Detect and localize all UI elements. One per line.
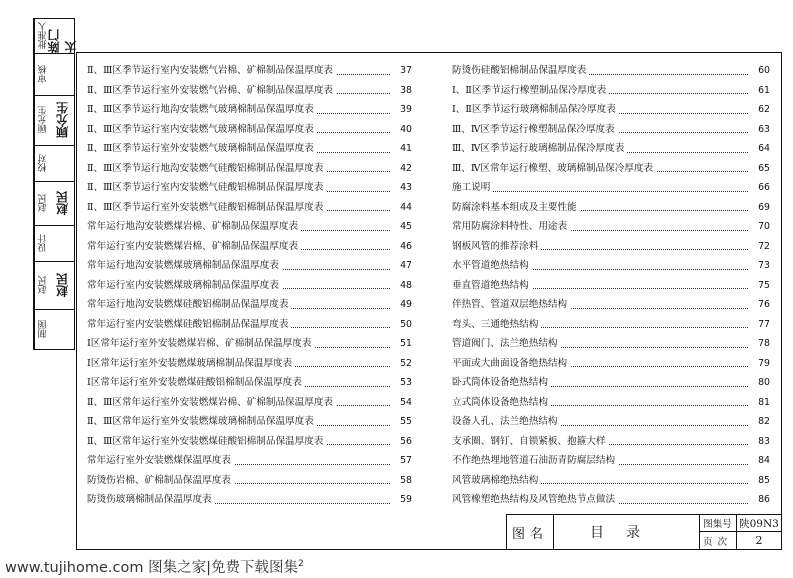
toc-entry-page: 81: [758, 396, 770, 408]
approval-signature: 赵民: [55, 273, 70, 297]
toc-entry-page: 77: [758, 318, 770, 330]
toc-entry: [452, 354, 770, 374]
toc-entry: [452, 471, 770, 491]
drawing-title: 目录: [553, 515, 700, 549]
toc-entry: [87, 354, 412, 374]
toc-entry-page: 72: [758, 240, 770, 252]
approval-row: [34, 181, 74, 226]
atlas-number: 陕09N3: [737, 515, 781, 532]
toc-entry-title: 管道阀门、法兰绝热结构: [452, 334, 561, 354]
toc-entry: [87, 178, 412, 198]
toc-entry-title: Ⅰ区常年运行室外安装燃煤玻璃棉制品保温厚度表: [87, 354, 295, 374]
toc-entry-title: Ⅱ、Ⅲ区常年运行室外安装燃煤硅酸铝棉制品保温厚度表: [87, 432, 326, 452]
toc-entry: [452, 178, 770, 198]
approval-signature: [50, 225, 74, 261]
toc-entry: [87, 276, 412, 296]
toc-entry-title: Ⅲ、Ⅳ区季节运行玻璃棉制品保冷厚度表: [452, 139, 627, 159]
toc-entry-title: 垂直管道绝热结构: [452, 276, 532, 296]
toc-entry-title: Ⅱ、Ⅲ区季节运行室外安装燃气岩棉、矿棉制品保温厚度表: [87, 81, 336, 101]
dot-leader: [452, 191, 748, 192]
toc-entry: [452, 237, 770, 257]
toc-entry-title: 常年运行室内安装燃煤岩棉、矿棉制品保温厚度表: [87, 237, 301, 257]
toc-entry-page: 42: [400, 162, 412, 174]
toc-entry-page: 56: [400, 435, 412, 447]
toc-entry: [87, 334, 412, 354]
approval-signature: [50, 145, 74, 181]
toc-entry: [452, 334, 770, 354]
toc-entry: [87, 490, 412, 510]
toc-entry-title: 钢板风管的推荐涂料: [452, 237, 541, 257]
toc-entry: [87, 432, 412, 452]
toc-entry-page: 58: [400, 474, 412, 486]
toc-entry-title: Ⅰ、Ⅱ区季节运行玻璃棉制品保冷厚度表: [452, 100, 619, 120]
toc-entry-title: 施工说明: [452, 178, 493, 198]
toc-entry-page: 54: [400, 396, 412, 408]
toc-entry-title: Ⅰ区常年运行室外安装燃煤岩棉、矿棉制品保温厚度表: [87, 334, 314, 354]
toc-entry-title: Ⅱ、Ⅲ区季节运行室内安装燃气岩棉、矿棉制品保温厚度表: [87, 61, 336, 81]
watermark-text: www.tujihome.com 图集之家|免费下载图集: [5, 560, 298, 576]
toc-entry: [452, 490, 770, 510]
toc-entry: [87, 451, 412, 471]
site-watermark: [5, 556, 304, 577]
toc-entry-page: 45: [400, 221, 412, 232]
approval-row: [34, 225, 74, 262]
toc-entry: [87, 393, 412, 413]
approval-row: [34, 261, 74, 310]
page-number: 2: [755, 534, 763, 547]
toc-entry: [452, 295, 770, 315]
toc-entry-title: Ⅲ、Ⅳ区常年运行橡塑、玻璃棉制品保冷厚度表: [452, 159, 656, 179]
toc-entry-title: 常年运行室内安装燃煤硅酸铝棉制品保温厚度表: [87, 315, 291, 335]
toc-entry-title: 常年运行地沟安装燃煤玻璃棉制品保温厚度表: [87, 256, 282, 276]
toc-entry-page: 61: [758, 84, 770, 96]
toc-entry: [452, 217, 770, 237]
approval-label: 赵民: [34, 261, 51, 309]
toc-entry-title: Ⅰ、Ⅱ区季节运行橡塑制品保冷厚度表: [452, 81, 609, 101]
toc-entry: [87, 295, 412, 315]
toc-entry-page: 46: [400, 240, 412, 252]
title-block: [506, 514, 781, 549]
toc-entry-page: 43: [400, 182, 412, 193]
toc-entry-title: 立式筒体设备绝热结构: [452, 393, 551, 413]
toc-entry: [452, 198, 770, 218]
toc-entry-page: 53: [400, 377, 412, 388]
toc-entry-page: 84: [758, 455, 770, 466]
toc-entry-page: 70: [758, 221, 770, 232]
toc-entry-page: 78: [758, 338, 770, 349]
toc-entry-page: 69: [758, 201, 770, 213]
toc-entry-page: 51: [400, 338, 412, 349]
toc-entry-title: 防烫伤玻璃棉制品保温厚度表: [87, 490, 215, 510]
toc-entry-page: 82: [758, 416, 770, 427]
toc-entry-page: 39: [400, 104, 412, 115]
toc-entry-title: Ⅱ、Ⅲ区常年运行室外安装燃煤玻璃棉制品保温厚度表: [87, 412, 317, 432]
toc-entry-title: Ⅱ、Ⅲ区常年运行室外安装燃煤岩棉、矿棉制品保温厚度表: [87, 393, 336, 413]
toc-entry-page: 55: [400, 416, 412, 427]
toc-entry-page: 65: [758, 162, 770, 174]
toc-entry-title: 水平管道绝热结构: [452, 256, 532, 276]
toc-entry-page: 66: [758, 182, 770, 193]
toc-entry: [87, 412, 412, 432]
page-number-label: 页次: [699, 532, 737, 549]
toc-entry-page: 48: [400, 279, 412, 291]
approval-label: 赵民: [34, 181, 51, 225]
toc-entry: [452, 373, 770, 393]
toc-entry-title: 支承圈、钢钉、自锁紧板、抱箍大样: [452, 432, 609, 452]
toc-entry: [87, 100, 412, 120]
toc-entry-title: 风管橡塑绝热结构及风管绝热节点做法: [452, 490, 618, 510]
toc-entry-title: 不作绝热埋地管道石油沥青防腐层结构: [452, 451, 618, 471]
toc-entry-title: 设备人孔、法兰绝热结构: [452, 412, 561, 432]
toc-entry-page: 86: [758, 494, 770, 505]
toc-entry: [452, 412, 770, 432]
toc-entry-page: 40: [400, 123, 412, 135]
approval-signature: 陈门太: [47, 29, 78, 53]
toc-entry-page: 49: [400, 299, 412, 310]
approval-label: 制图: [34, 309, 51, 349]
toc-entry-page: 64: [758, 143, 770, 154]
toc-entry-page: 79: [758, 357, 770, 369]
toc-entry-title: 伴热管、管道双层绝热结构: [452, 295, 570, 315]
title-block-label: 图名: [507, 515, 554, 549]
toc-entry: [87, 373, 412, 393]
toc-entry: [87, 217, 412, 237]
toc-entry-title: Ⅱ、Ⅲ区季节运行室内安装燃气玻璃棉制品保温厚度表: [87, 120, 317, 140]
toc-entry-title: 常年运行室内安装燃煤玻璃棉制品保温厚度表: [87, 276, 282, 296]
toc-entry: [452, 256, 770, 276]
toc-entry: [452, 81, 770, 101]
toc-entry: [452, 159, 770, 179]
approval-signature: [50, 53, 74, 95]
toc-entry-page: 85: [758, 474, 770, 486]
toc-entry-page: 44: [400, 201, 412, 213]
toc-entry-page: 50: [400, 318, 412, 330]
toc-entry: [87, 256, 412, 276]
approval-label: 批准人: [34, 19, 51, 53]
toc-entry: [452, 393, 770, 413]
approval-signature: 赵民: [55, 191, 70, 215]
toc-entry: [87, 237, 412, 257]
toc-entry-title: 弯头、三通绝热结构: [452, 315, 541, 335]
toc-entry: [87, 81, 412, 101]
toc-entry-title: 风管玻璃棉绝热结构: [452, 471, 541, 491]
watermark-superscript: 2: [297, 559, 304, 570]
toc-entry: [87, 120, 412, 140]
toc-entry-title: 常用防腐涂料特性、用途表: [452, 217, 570, 237]
toc-entry-page: 38: [400, 84, 412, 96]
toc-entry-page: 57: [400, 455, 412, 466]
toc-entry-title: Ⅲ、Ⅳ区季节运行橡塑制品保冷厚度表: [452, 120, 618, 140]
approval-row: [34, 53, 74, 96]
approval-label: 校对: [34, 145, 51, 181]
toc-entry-page: 60: [758, 65, 770, 76]
approval-column: [33, 18, 78, 350]
approval-label: 顾允生: [34, 95, 51, 145]
approval-row: [34, 145, 74, 182]
toc-entry-page: 37: [400, 65, 412, 76]
toc-entry-page: 80: [758, 377, 770, 388]
toc-entry-page: 76: [758, 299, 770, 310]
approval-label: 审核: [34, 53, 51, 95]
toc-entry: [452, 432, 770, 452]
approval-signature: 顾允生: [55, 102, 70, 138]
toc-entry: [87, 61, 412, 81]
approval-row: [34, 309, 74, 349]
toc-entry-title: 常年运行室外安装燃煤保温厚度表: [87, 451, 234, 471]
toc-entry: [452, 61, 770, 81]
toc-entry-title: Ⅱ、Ⅲ区季节运行地沟安装燃气硅酸铝棉制品保温厚度表: [87, 159, 326, 179]
toc-entry-title: 平面或大曲面设备绝热结构: [452, 354, 570, 374]
approval-row: [34, 19, 78, 54]
approval-signature: [50, 309, 74, 349]
toc-entry-title: Ⅱ、Ⅲ区季节运行室外安装燃气硅酸铝棉制品保温厚度表: [87, 198, 326, 218]
toc-entry: [87, 471, 412, 491]
toc-entry: [452, 276, 770, 296]
toc-entry: [452, 139, 770, 159]
contents-frame: [76, 52, 782, 550]
toc-entry-title: 防烫伤硅酸铝棉制品保温厚度表: [452, 61, 589, 81]
toc-entry: [87, 159, 412, 179]
approval-label: 设计: [34, 225, 51, 261]
approval-row: [34, 95, 74, 146]
toc-entry-page: 47: [400, 260, 412, 271]
toc-entry-title: Ⅱ、Ⅲ区季节运行室内安装燃气硅酸铝棉制品保温厚度表: [87, 178, 326, 198]
toc-entry: [87, 139, 412, 159]
toc-entry-page: 62: [758, 104, 770, 115]
toc-entry-page: 83: [758, 435, 770, 447]
toc-entry: [452, 451, 770, 471]
toc-entry-page: 75: [758, 279, 770, 291]
toc-entry: [87, 315, 412, 335]
toc-entry: [452, 315, 770, 335]
toc-entry-title: 卧式筒体设备绝热结构: [452, 373, 551, 393]
toc-entry-title: Ⅱ、Ⅲ区季节运行室外安装燃气玻璃棉制品保温厚度表: [87, 139, 317, 159]
toc-right-column: [452, 61, 770, 510]
toc-entry-title: Ⅱ、Ⅲ区季节运行地沟安装燃气玻璃棉制品保温厚度表: [87, 100, 317, 120]
toc-entry: [452, 120, 770, 140]
toc-entry: [87, 198, 412, 218]
toc-entry-title: Ⅰ区常年运行室外安装燃煤硅酸铝棉制品保温厚度表: [87, 373, 305, 393]
toc-entry-title: 常年运行地沟安装燃煤岩棉、矿棉制品保温厚度表: [87, 217, 301, 237]
toc-entry-page: 41: [400, 143, 412, 154]
toc-left-column: [87, 61, 412, 510]
toc-entry-title: 常年运行地沟安装燃煤硅酸铝棉制品保温厚度表: [87, 295, 291, 315]
toc-entry-title: 防腐涂料基本组成及主要性能: [452, 198, 580, 218]
toc-entry-page: 52: [400, 357, 412, 369]
toc-entry-page: 73: [758, 260, 770, 271]
toc-entry-title: 防烫伤岩棉、矿棉制品保温厚度表: [87, 471, 234, 491]
toc-entry-page: 63: [758, 123, 770, 135]
atlas-number-label: 图集号: [699, 515, 737, 532]
toc-entry: [452, 100, 770, 120]
toc-entry-page: 59: [400, 494, 412, 505]
